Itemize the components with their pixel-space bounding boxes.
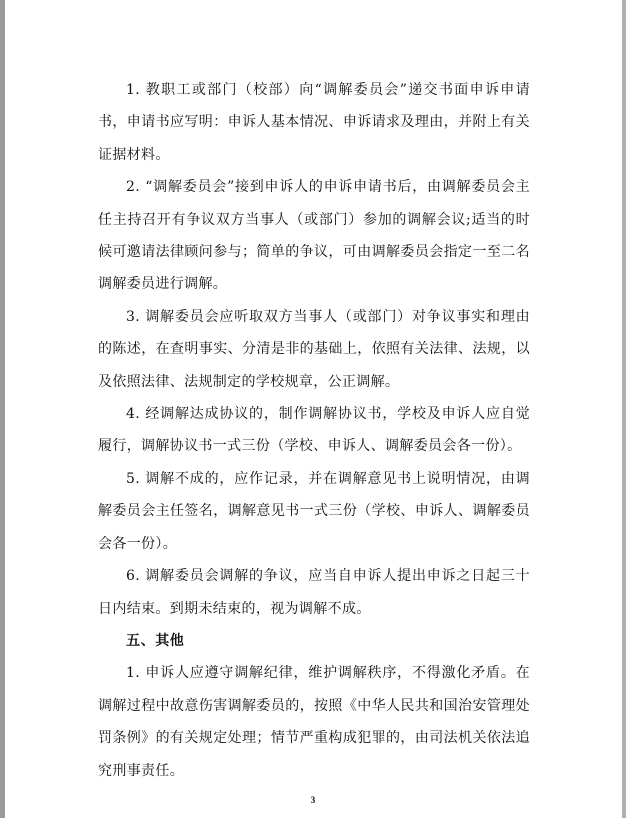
paragraph-5: 5. 调解不成的，应作记录，并在调解意见书上说明情况，由调解委员会主任签名，调解意见书一式三份（学校、申诉人、调解委员会各一份）。 — [98, 470, 530, 552]
page-right-edge — [622, 0, 626, 818]
document-body — [98, 74, 530, 787]
paragraph-3: 3. 调解委员会应听取双方当事人（或部门）对争议事实和理由的陈述，在查明事实、分清是非的基础上，依照有关法律、法规，以及依照法律、法规制定的学校规章，公正调解。 — [98, 308, 530, 390]
paragraph-2: 2. “调解委员会”接到申诉人的申诉申请书后，由调解委员会主任主持召开有争议双方当事人（或部门）参加的调解会议;适当的时候可邀请法律顾问参与；简单的争议，可由调解委员会指定一至二名调解委员进行调解。 — [98, 179, 530, 293]
section-paragraph-1: 1. 申诉人应遵守调解纪律，维护调解秩序，不得激化矛盾。在调解过程中故意伤害调解委员的，按照《中华人民共和国治安管理处罚条例》的有关规定处理；情节严重构成犯罪的，由司法机关依法追究刑事责任。 — [98, 665, 530, 779]
paragraph-1: 1. 教职工或部门（校部）向“调解委员会”递交书面申诉申请书，申请书应写明：申诉人基本情况、申诉请求及理由，并附上有关证据材料。 — [98, 82, 530, 163]
paragraph-6: 6. 调解委员会调解的争议，应当自申诉人提出申诉之日起三十日内结束。到期未结束的，视为调解不成。 — [98, 568, 530, 617]
paragraph-4: 4. 经调解达成协议的，制作调解协议书，学校及申诉人应自觉履行，调解协议书一式三份（学校、申诉人、调解委员会各一份）。 — [98, 406, 530, 455]
page-number: 3 — [310, 795, 316, 805]
page-left-edge — [0, 0, 5, 818]
section-heading: 五、其他 — [126, 632, 185, 649]
